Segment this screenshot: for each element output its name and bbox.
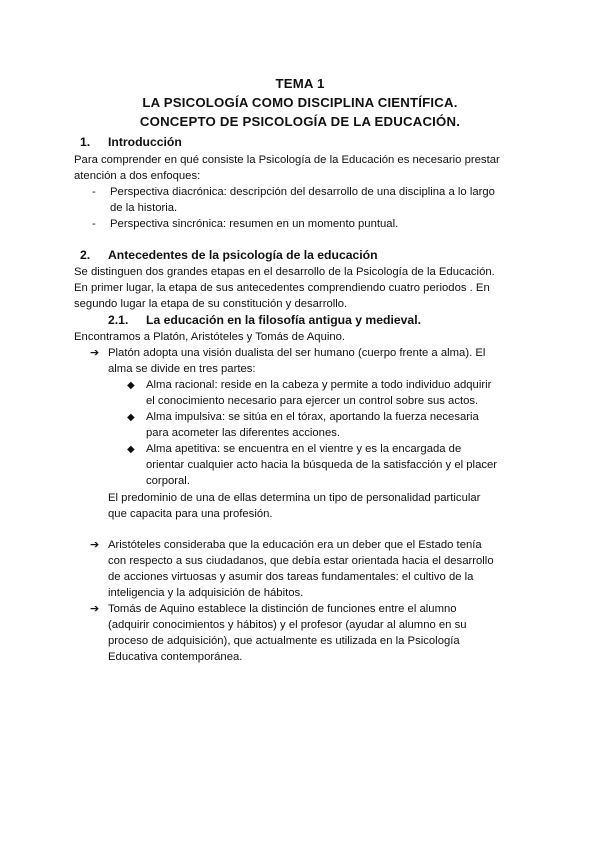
- aristoteles-line: inteligencia y la adquisición de hábitos.: [108, 587, 304, 599]
- aristoteles-line: de acciones virtuosas y asumir dos tareas fundamentales: el cultivo de la: [108, 571, 474, 583]
- document-title-tema: TEMA 1: [275, 76, 325, 91]
- section-1-heading: Introducción: [108, 135, 182, 149]
- predominio-line: que capacita para una profesión.: [108, 508, 273, 520]
- tomas-line: Tomás de Aquino establece la distinción de funciones entre el alumno: [108, 603, 457, 615]
- bullet-dash: -: [92, 186, 96, 198]
- subsection-2-1-number: 2.1.: [108, 313, 129, 327]
- bullet-sincronica-line: Perspectiva sincrónica: resumen en un momento puntual.: [110, 218, 399, 230]
- section-1-number: 1.: [80, 135, 91, 149]
- tomas-line: proceso de adquisición), que actualmente es utilizada en la Psicología: [108, 635, 460, 647]
- predominio-line: El predominio de una de ellas determina un tipo de personalidad particular: [108, 492, 481, 504]
- section-2-paragraph-line: Se distinguen dos grandes etapas en el desarrollo de la Psicología de la Educación.: [74, 266, 495, 278]
- section-1-paragraph-line: Para comprender en qué consiste la Psicología de la Educación es necesario prestar: [74, 154, 500, 166]
- alma-apetitiva-line: Alma apetitiva: se encuentra en el vientre y es la encargada de: [146, 443, 462, 455]
- alma-apetitiva-line: corporal.: [146, 475, 190, 487]
- aristoteles-line: Aristóteles consideraba que la educación era un deber que el Estado tenía: [108, 539, 482, 551]
- alma-racional-line: Alma racional: reside en la cabeza y permite a todo individuo adquirir: [146, 379, 492, 391]
- alma-apetitiva-line: orientar cualquier acto hacia la búsqueda de la satisfacción y el placer: [146, 459, 498, 471]
- section-2-heading: Antecedentes de la psicología de la educación: [108, 248, 378, 262]
- section-2-paragraph-line: En primer lugar, la etapa de sus antecedentes comprendiendo cuatro periodos . En: [74, 282, 490, 294]
- bullet-diacronica-line: Perspectiva diacrónica: descripción del desarrollo de una disciplina a lo largo: [110, 186, 495, 198]
- subsection-2-1-heading: La educación en la filosofía antigua y medieval.: [146, 313, 421, 327]
- platon-line: alma se divide en tres partes:: [108, 363, 256, 375]
- aristoteles-line: con respecto a sus ciudadanos, que debía estar orientada hacia el desarrollo: [108, 555, 494, 567]
- bullet-dash: -: [92, 218, 96, 230]
- section-2-number: 2.: [80, 248, 91, 262]
- alma-racional-line: el conocimiento necesario para ejercer un control sobre sus actos.: [146, 395, 479, 407]
- alma-impulsiva-line: para acometer las diferentes acciones.: [146, 427, 341, 439]
- arrow-bullet-icon: ➔: [90, 539, 100, 551]
- diamond-bullet-icon: ◆: [127, 380, 135, 391]
- diamond-bullet-icon: ◆: [127, 412, 135, 423]
- bullet-diacronica-line: de la historia.: [110, 202, 178, 214]
- document-title-main: LA PSICOLOGÍA COMO DISCIPLINA CIENTÍFICA.: [142, 95, 458, 110]
- section-1-paragraph-line: atención a dos enfoques:: [74, 170, 201, 182]
- diamond-bullet-icon: ◆: [127, 444, 135, 455]
- section-2-paragraph-line: segundo lugar la etapa de su constitución y desarrollo.: [74, 298, 348, 310]
- tomas-line: Educativa contemporánea.: [108, 651, 243, 663]
- document-title-sub: CONCEPTO DE PSICOLOGÍA DE LA EDUCACIÓN.: [139, 114, 461, 129]
- arrow-bullet-icon: ➔: [90, 603, 100, 615]
- platon-line: Platón adopta una visión dualista del ser humano (cuerpo frente a alma). El: [108, 347, 486, 359]
- subsection-intro: Encontramos a Platón, Aristóteles y Tomás de Aquino.: [74, 331, 346, 343]
- arrow-bullet-icon: ➔: [90, 347, 100, 359]
- tomas-line: (adquirir conocimientos y hábitos) y el profesor (ayudar al alumno en su: [108, 619, 467, 631]
- alma-impulsiva-line: Alma impulsiva: se sitúa en el tórax, aportando la fuerza necesaria: [146, 411, 479, 423]
